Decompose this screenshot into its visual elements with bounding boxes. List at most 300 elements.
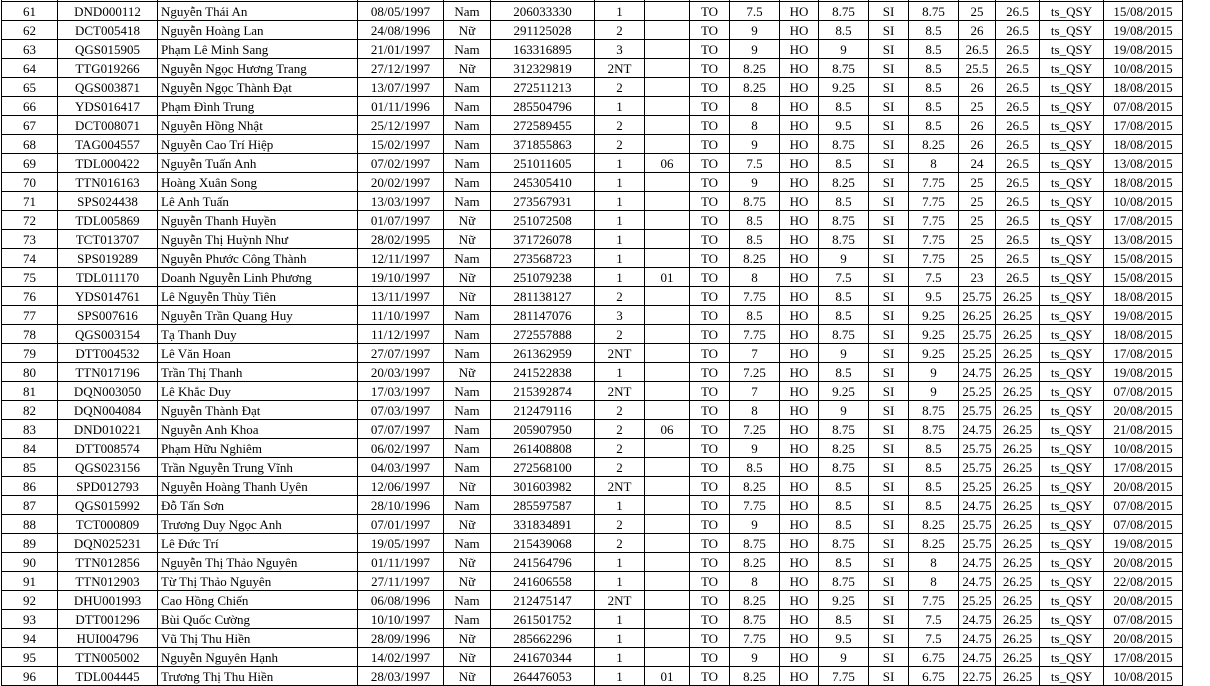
submit-date-cell: 19/08/2015	[1104, 534, 1183, 553]
candidate-id-cell: DQN003050	[58, 382, 158, 401]
full-name-cell: Nguyễn Hồng Nhật	[158, 116, 358, 135]
subject-3-cell: SI	[869, 2, 909, 21]
total-score-cell: 25.75	[959, 401, 996, 420]
birth-date-cell: 10/10/1997	[358, 610, 444, 629]
stt-cell: 90	[2, 553, 58, 572]
total-score-cell: 25	[959, 211, 996, 230]
subject-1-cell: TO	[690, 610, 730, 629]
subject-2-cell: HO	[780, 382, 819, 401]
area-cell: 2	[595, 515, 645, 534]
candidate-id-cell: YDS016417	[58, 97, 158, 116]
full-name-cell: Trần Nguyễn Trung Vĩnh	[158, 458, 358, 477]
subject-1-cell: TO	[690, 363, 730, 382]
birth-date-cell: 07/01/1997	[358, 515, 444, 534]
area-cell: 2NT	[595, 382, 645, 401]
subject-1-cell: TO	[690, 78, 730, 97]
priority-cell	[645, 78, 690, 97]
full-name-cell: Phạm Đình Trung	[158, 97, 358, 116]
birth-date-cell: 01/11/1996	[358, 97, 444, 116]
score-1-cell: 8.25	[730, 59, 780, 78]
submit-date-cell: 17/08/2015	[1104, 116, 1183, 135]
id-number-cell: 312329819	[491, 59, 595, 78]
cutoff-score-cell: 26.25	[996, 458, 1040, 477]
gender-cell: Nam	[444, 306, 491, 325]
subject-3-cell: SI	[869, 325, 909, 344]
score-2-cell: 8.75	[819, 2, 869, 21]
submit-date-cell: 17/08/2015	[1104, 211, 1183, 230]
subject-3-cell: SI	[869, 382, 909, 401]
stt-cell: 62	[2, 21, 58, 40]
subject-3-cell: SI	[869, 534, 909, 553]
priority-cell	[645, 306, 690, 325]
full-name-cell: Trần Thị Thanh	[158, 363, 358, 382]
submit-date-cell: 18/08/2015	[1104, 173, 1183, 192]
score-3-cell: 7.5	[909, 268, 959, 287]
gender-cell: Nam	[444, 344, 491, 363]
subject-1-cell: TO	[690, 401, 730, 420]
subject-1-cell: TO	[690, 21, 730, 40]
id-number-cell: 331834891	[491, 515, 595, 534]
score-1-cell: 7.75	[730, 325, 780, 344]
gender-cell: Nữ	[444, 648, 491, 667]
stt-cell: 92	[2, 591, 58, 610]
id-number-cell: 273568723	[491, 249, 595, 268]
area-cell: 1	[595, 154, 645, 173]
score-3-cell: 9.25	[909, 306, 959, 325]
stt-cell: 73	[2, 230, 58, 249]
subject-3-cell: SI	[869, 648, 909, 667]
cutoff-score-cell: 26.5	[996, 173, 1040, 192]
major-code-cell: ts_QSY	[1040, 2, 1104, 21]
birth-date-cell: 28/09/1996	[358, 629, 444, 648]
id-number-cell: 241564796	[491, 553, 595, 572]
score-1-cell: 7.25	[730, 363, 780, 382]
subject-1-cell: TO	[690, 629, 730, 648]
stt-cell: 69	[2, 154, 58, 173]
full-name-cell: Trương Thị Thu Hiền	[158, 667, 358, 686]
score-2-cell: 9.25	[819, 78, 869, 97]
submit-date-cell: 22/08/2015	[1104, 572, 1183, 591]
area-cell: 2	[595, 534, 645, 553]
priority-cell	[645, 211, 690, 230]
gender-cell: Nữ	[444, 230, 491, 249]
major-code-cell: ts_QSY	[1040, 40, 1104, 59]
gender-cell: Nam	[444, 534, 491, 553]
table-row	[2, 420, 1183, 439]
score-1-cell: 8.5	[730, 211, 780, 230]
candidate-id-cell: TTN012856	[58, 553, 158, 572]
score-2-cell: 8.5	[819, 610, 869, 629]
priority-cell	[645, 325, 690, 344]
area-cell: 2NT	[595, 477, 645, 496]
full-name-cell: Nguyễn Trần Quang Huy	[158, 306, 358, 325]
score-2-cell: 8.75	[819, 135, 869, 154]
priority-cell	[645, 116, 690, 135]
id-number-cell: 212475147	[491, 591, 595, 610]
candidate-id-cell: TTN017196	[58, 363, 158, 382]
id-number-cell: 251072508	[491, 211, 595, 230]
birth-date-cell: 20/03/1997	[358, 363, 444, 382]
priority-cell	[645, 21, 690, 40]
stt-cell: 64	[2, 59, 58, 78]
total-score-cell: 25.75	[959, 534, 996, 553]
score-3-cell: 8.25	[909, 534, 959, 553]
score-1-cell: 8.75	[730, 192, 780, 211]
id-number-cell: 264476053	[491, 667, 595, 686]
score-3-cell: 8.5	[909, 477, 959, 496]
birth-date-cell: 13/07/1997	[358, 78, 444, 97]
subject-1-cell: TO	[690, 572, 730, 591]
total-score-cell: 24.75	[959, 648, 996, 667]
gender-cell: Nam	[444, 154, 491, 173]
total-score-cell: 25	[959, 249, 996, 268]
score-1-cell: 9	[730, 173, 780, 192]
priority-cell: 01	[645, 268, 690, 287]
area-cell: 2	[595, 401, 645, 420]
table-row	[2, 648, 1183, 667]
total-score-cell: 24.75	[959, 572, 996, 591]
major-code-cell: ts_QSY	[1040, 325, 1104, 344]
score-3-cell: 7.75	[909, 249, 959, 268]
stt-cell: 84	[2, 439, 58, 458]
gender-cell: Nữ	[444, 477, 491, 496]
cutoff-score-cell: 26.5	[996, 135, 1040, 154]
id-number-cell: 206033330	[491, 2, 595, 21]
score-1-cell: 8.25	[730, 477, 780, 496]
subject-2-cell: HO	[780, 534, 819, 553]
full-name-cell: Nguyễn Hoàng Lan	[158, 21, 358, 40]
full-name-cell: Nguyễn Anh Khoa	[158, 420, 358, 439]
cutoff-score-cell: 26.25	[996, 420, 1040, 439]
subject-2-cell: HO	[780, 287, 819, 306]
major-code-cell: ts_QSY	[1040, 458, 1104, 477]
major-code-cell: ts_QSY	[1040, 648, 1104, 667]
score-1-cell: 9	[730, 135, 780, 154]
score-3-cell: 8.25	[909, 135, 959, 154]
total-score-cell: 26	[959, 116, 996, 135]
total-score-cell: 25	[959, 2, 996, 21]
full-name-cell: Vũ Thị Thu Hiền	[158, 629, 358, 648]
candidate-id-cell: DTT008574	[58, 439, 158, 458]
score-1-cell: 8	[730, 116, 780, 135]
area-cell: 2NT	[595, 59, 645, 78]
major-code-cell: ts_QSY	[1040, 173, 1104, 192]
score-2-cell: 8.5	[819, 477, 869, 496]
priority-cell	[645, 591, 690, 610]
birth-date-cell: 28/10/1996	[358, 496, 444, 515]
id-number-cell: 273567931	[491, 192, 595, 211]
id-number-cell: 285597587	[491, 496, 595, 515]
gender-cell: Nam	[444, 591, 491, 610]
subject-2-cell: HO	[780, 553, 819, 572]
stt-cell: 75	[2, 268, 58, 287]
subject-3-cell: SI	[869, 135, 909, 154]
score-2-cell: 8.75	[819, 230, 869, 249]
score-2-cell: 9	[819, 401, 869, 420]
subject-2-cell: HO	[780, 572, 819, 591]
submit-date-cell: 18/08/2015	[1104, 287, 1183, 306]
subject-2-cell: HO	[780, 116, 819, 135]
full-name-cell: Phạm Lê Minh Sang	[158, 40, 358, 59]
birth-date-cell: 28/03/1997	[358, 667, 444, 686]
gender-cell: Nam	[444, 439, 491, 458]
total-score-cell: 24.75	[959, 363, 996, 382]
candidate-id-cell: DCT005418	[58, 21, 158, 40]
gender-cell: Nam	[444, 382, 491, 401]
priority-cell	[645, 59, 690, 78]
candidate-id-cell: SPD012793	[58, 477, 158, 496]
subject-1-cell: TO	[690, 192, 730, 211]
total-score-cell: 25.75	[959, 515, 996, 534]
score-3-cell: 6.75	[909, 648, 959, 667]
table-row	[2, 59, 1183, 78]
major-code-cell: ts_QSY	[1040, 211, 1104, 230]
total-score-cell: 24.75	[959, 553, 996, 572]
table-row	[2, 496, 1183, 515]
priority-cell	[645, 382, 690, 401]
area-cell: 1	[595, 268, 645, 287]
candidate-id-cell: DTT001296	[58, 610, 158, 629]
subject-1-cell: TO	[690, 306, 730, 325]
major-code-cell: ts_QSY	[1040, 97, 1104, 116]
total-score-cell: 26	[959, 78, 996, 97]
score-3-cell: 8.75	[909, 2, 959, 21]
table-row	[2, 534, 1183, 553]
major-code-cell: ts_QSY	[1040, 192, 1104, 211]
stt-cell: 96	[2, 667, 58, 686]
major-code-cell: ts_QSY	[1040, 420, 1104, 439]
table-row	[2, 667, 1183, 686]
score-2-cell: 7.5	[819, 268, 869, 287]
submit-date-cell: 21/08/2015	[1104, 420, 1183, 439]
table-row	[2, 2, 1183, 21]
area-cell: 1	[595, 496, 645, 515]
subject-3-cell: SI	[869, 477, 909, 496]
submit-date-cell: 10/08/2015	[1104, 192, 1183, 211]
major-code-cell: ts_QSY	[1040, 116, 1104, 135]
submit-date-cell: 19/08/2015	[1104, 306, 1183, 325]
score-1-cell: 8.5	[730, 458, 780, 477]
score-3-cell: 8.5	[909, 496, 959, 515]
submit-date-cell: 07/08/2015	[1104, 496, 1183, 515]
birth-date-cell: 06/02/1997	[358, 439, 444, 458]
score-2-cell: 8.5	[819, 97, 869, 116]
birth-date-cell: 08/05/1997	[358, 2, 444, 21]
table-row	[2, 553, 1183, 572]
priority-cell	[645, 477, 690, 496]
table-row	[2, 192, 1183, 211]
full-name-cell: Trương Duy Ngọc Anh	[158, 515, 358, 534]
score-3-cell: 8.5	[909, 40, 959, 59]
subject-1-cell: TO	[690, 458, 730, 477]
subject-1-cell: TO	[690, 287, 730, 306]
full-name-cell: Nguyễn Cao Trí Hiệp	[158, 135, 358, 154]
table-row	[2, 116, 1183, 135]
id-number-cell: 371855863	[491, 135, 595, 154]
priority-cell	[645, 572, 690, 591]
gender-cell: Nam	[444, 192, 491, 211]
total-score-cell: 25.25	[959, 477, 996, 496]
birth-date-cell: 24/08/1996	[358, 21, 444, 40]
subject-1-cell: TO	[690, 116, 730, 135]
area-cell: 1	[595, 610, 645, 629]
gender-cell: Nữ	[444, 268, 491, 287]
area-cell: 2	[595, 78, 645, 97]
cutoff-score-cell: 26.25	[996, 496, 1040, 515]
birth-date-cell: 07/03/1997	[358, 401, 444, 420]
score-2-cell: 9.25	[819, 382, 869, 401]
gender-cell: Nữ	[444, 515, 491, 534]
cutoff-score-cell: 26.5	[996, 97, 1040, 116]
priority-cell: 06	[645, 420, 690, 439]
subject-3-cell: SI	[869, 553, 909, 572]
cutoff-score-cell: 26.25	[996, 344, 1040, 363]
subject-3-cell: SI	[869, 40, 909, 59]
score-3-cell: 8	[909, 154, 959, 173]
subject-1-cell: TO	[690, 648, 730, 667]
subject-1-cell: TO	[690, 534, 730, 553]
candidate-id-cell: SPS007616	[58, 306, 158, 325]
major-code-cell: ts_QSY	[1040, 667, 1104, 686]
score-1-cell: 9	[730, 439, 780, 458]
subject-2-cell: HO	[780, 230, 819, 249]
subject-3-cell: SI	[869, 21, 909, 40]
submit-date-cell: 19/08/2015	[1104, 21, 1183, 40]
area-cell: 1	[595, 230, 645, 249]
score-3-cell: 7.75	[909, 173, 959, 192]
major-code-cell: ts_QSY	[1040, 363, 1104, 382]
subject-3-cell: SI	[869, 249, 909, 268]
score-2-cell: 9	[819, 40, 869, 59]
area-cell: 1	[595, 667, 645, 686]
subject-1-cell: TO	[690, 59, 730, 78]
full-name-cell: Lê Khắc Duy	[158, 382, 358, 401]
candidate-id-cell: TDL004445	[58, 667, 158, 686]
area-cell: 2	[595, 287, 645, 306]
gender-cell: Nam	[444, 401, 491, 420]
table-row	[2, 78, 1183, 97]
cutoff-score-cell: 26.25	[996, 382, 1040, 401]
score-2-cell: 8.5	[819, 192, 869, 211]
submit-date-cell: 18/08/2015	[1104, 78, 1183, 97]
stt-cell: 67	[2, 116, 58, 135]
table-row	[2, 135, 1183, 154]
score-3-cell: 7.5	[909, 610, 959, 629]
total-score-cell: 25.25	[959, 591, 996, 610]
candidate-id-cell: DCT008071	[58, 116, 158, 135]
cutoff-score-cell: 26.5	[996, 249, 1040, 268]
score-1-cell: 8.5	[730, 306, 780, 325]
score-3-cell: 8	[909, 553, 959, 572]
stt-cell: 91	[2, 572, 58, 591]
submit-date-cell: 19/08/2015	[1104, 40, 1183, 59]
cutoff-score-cell: 26.25	[996, 553, 1040, 572]
score-3-cell: 8.5	[909, 439, 959, 458]
table-body	[2, 0, 1183, 686]
score-2-cell: 9	[819, 249, 869, 268]
candidate-id-cell: DND010221	[58, 420, 158, 439]
area-cell: 2	[595, 135, 645, 154]
total-score-cell: 25.75	[959, 439, 996, 458]
area-cell: 2	[595, 439, 645, 458]
birth-date-cell: 19/05/1997	[358, 534, 444, 553]
subject-2-cell: HO	[780, 325, 819, 344]
score-1-cell: 7.75	[730, 496, 780, 515]
full-name-cell: Nguyễn Phước Công Thành	[158, 249, 358, 268]
full-name-cell: Nguyễn Hoàng Thanh Uyên	[158, 477, 358, 496]
full-name-cell: Nguyễn Thành Đạt	[158, 401, 358, 420]
cutoff-score-cell: 26.25	[996, 363, 1040, 382]
subject-3-cell: SI	[869, 591, 909, 610]
candidate-id-cell: TCT013707	[58, 230, 158, 249]
score-1-cell: 7.75	[730, 287, 780, 306]
submit-date-cell: 07/08/2015	[1104, 382, 1183, 401]
subject-2-cell: HO	[780, 477, 819, 496]
score-1-cell: 9	[730, 648, 780, 667]
birth-date-cell: 27/07/1997	[358, 344, 444, 363]
total-score-cell: 25	[959, 230, 996, 249]
subject-2-cell: HO	[780, 363, 819, 382]
gender-cell: Nữ	[444, 21, 491, 40]
id-number-cell: 285662296	[491, 629, 595, 648]
table-row	[2, 401, 1183, 420]
subject-2-cell: HO	[780, 515, 819, 534]
score-3-cell: 7.75	[909, 211, 959, 230]
subject-3-cell: SI	[869, 116, 909, 135]
score-1-cell: 8	[730, 97, 780, 116]
birth-date-cell: 20/02/1997	[358, 173, 444, 192]
stt-cell: 70	[2, 173, 58, 192]
stt-cell: 61	[2, 2, 58, 21]
major-code-cell: ts_QSY	[1040, 344, 1104, 363]
score-3-cell: 8	[909, 572, 959, 591]
score-1-cell: 7.75	[730, 629, 780, 648]
stt-cell: 95	[2, 648, 58, 667]
priority-cell	[645, 2, 690, 21]
id-number-cell: 261408808	[491, 439, 595, 458]
subject-2-cell: HO	[780, 249, 819, 268]
cutoff-score-cell: 26.5	[996, 21, 1040, 40]
score-3-cell: 8.5	[909, 59, 959, 78]
major-code-cell: ts_QSY	[1040, 249, 1104, 268]
birth-date-cell: 27/12/1997	[358, 59, 444, 78]
candidate-id-cell: DTT004532	[58, 344, 158, 363]
score-2-cell: 9.5	[819, 629, 869, 648]
major-code-cell: ts_QSY	[1040, 135, 1104, 154]
score-2-cell: 8.75	[819, 325, 869, 344]
full-name-cell: Nguyễn Thanh Huyền	[158, 211, 358, 230]
id-number-cell: 261362959	[491, 344, 595, 363]
stt-cell: 79	[2, 344, 58, 363]
submit-date-cell: 17/08/2015	[1104, 458, 1183, 477]
score-3-cell: 6.75	[909, 667, 959, 686]
subject-1-cell: TO	[690, 135, 730, 154]
score-3-cell: 8.5	[909, 116, 959, 135]
gender-cell: Nam	[444, 458, 491, 477]
stt-cell: 82	[2, 401, 58, 420]
subject-3-cell: SI	[869, 173, 909, 192]
total-score-cell: 25.75	[959, 325, 996, 344]
score-1-cell: 8.25	[730, 591, 780, 610]
subject-1-cell: TO	[690, 382, 730, 401]
priority-cell: 06	[645, 154, 690, 173]
candidate-id-cell: QGS003871	[58, 78, 158, 97]
score-3-cell: 7.5	[909, 629, 959, 648]
candidate-id-cell: DQN025231	[58, 534, 158, 553]
candidate-id-cell: SPS019289	[58, 249, 158, 268]
subject-3-cell: SI	[869, 59, 909, 78]
score-1-cell: 7	[730, 344, 780, 363]
